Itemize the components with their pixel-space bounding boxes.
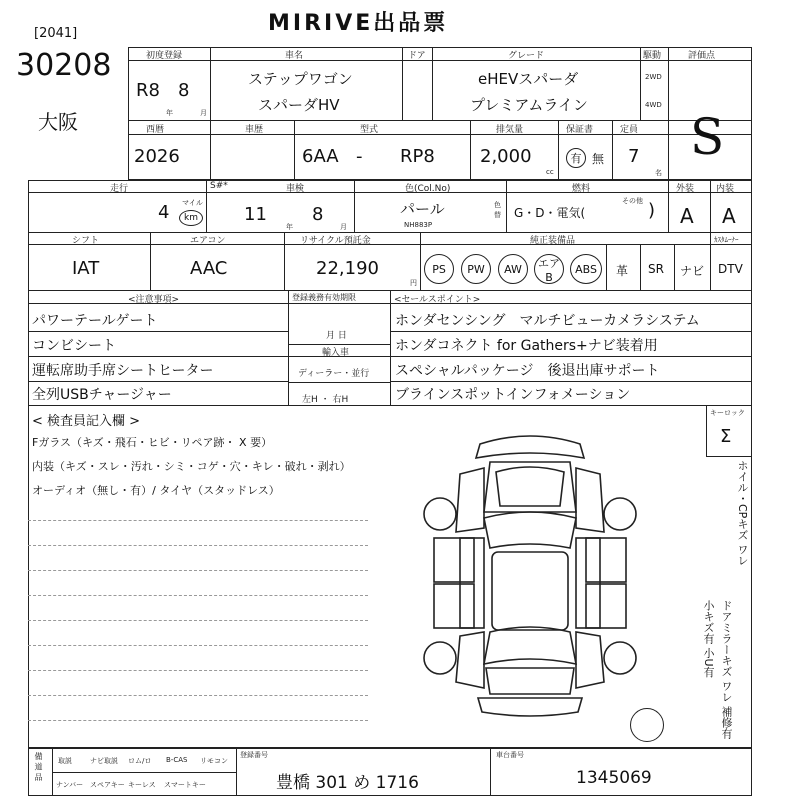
- inspector-note: オーディオ（無し・有）/ タイヤ（スタッドレス）: [32, 484, 280, 497]
- spare-tire-icon: [630, 708, 664, 742]
- main-form-frame: [128, 47, 752, 180]
- car-name-line1: ステップワゴン: [248, 70, 353, 88]
- accessories-side-label: 備 道 品: [34, 752, 43, 782]
- reg-month: 8: [178, 80, 190, 101]
- inspector-note: Fガラス（キズ・飛石・ヒビ・リペア跡・ X 要）: [32, 436, 273, 449]
- lot-number: 30208: [16, 48, 112, 83]
- equip-pw: PW: [461, 254, 491, 284]
- car-name-line2: スパーダHV: [258, 96, 340, 114]
- caution-item: 運転席助手席シートヒーター: [32, 363, 214, 379]
- label-score: 評価点: [688, 51, 716, 61]
- sales-point: スペシャルパッケージ 後退出庫サポート: [395, 363, 660, 379]
- grade-line1: eHEVスパーダ: [478, 70, 579, 88]
- equip-aw: AW: [498, 254, 528, 284]
- equip-sunroof: SR: [648, 262, 664, 276]
- label-door: ドア: [408, 51, 426, 61]
- inspector-heading: < 検査員記入欄 >: [32, 414, 141, 429]
- displacement-value: 2,000: [480, 146, 532, 167]
- color-value: パール: [400, 200, 445, 218]
- side-note: 小キズ有 小U有: [702, 600, 715, 678]
- year-value: 2026: [134, 146, 180, 167]
- inspection-month: 8: [312, 204, 324, 225]
- equip-ps: PS: [424, 254, 454, 284]
- warranty-no: 無: [592, 152, 605, 166]
- chassis-number: 1345069: [576, 768, 652, 788]
- side-note: ホイル・CPキズ ワレ: [736, 460, 749, 566]
- plate-number: 豊橋 301 め 1716: [276, 773, 419, 793]
- exterior-grade: A: [680, 204, 694, 228]
- caution-item: 全列USBチャージャー: [32, 387, 172, 403]
- car-diagram: [400, 432, 660, 722]
- km-unit: km: [179, 210, 203, 226]
- recycle-value: 22,190: [316, 258, 379, 279]
- fuel-value: G・D・電気(: [514, 206, 586, 220]
- inspection-year: 11: [244, 204, 267, 225]
- venue: 大阪: [38, 110, 78, 134]
- equip-airbag: エアB: [534, 254, 564, 284]
- capacity-value: 7: [628, 146, 640, 167]
- grade-line2: プレミアムライン: [470, 96, 588, 114]
- caution-item: パワーテールゲート: [32, 313, 158, 329]
- sales-point: ブラインスポットインフォメーション: [395, 387, 631, 403]
- shift-value: IAT: [72, 258, 100, 279]
- label-drive: 駆動: [643, 51, 662, 61]
- equip-dtv: DTV: [718, 262, 743, 276]
- equip-leather: 革: [616, 264, 629, 278]
- label-grade: グレード: [508, 51, 545, 61]
- inspector-note: 内装（キズ・スレ・汚れ・シミ・コゲ・穴・キレ・破れ・剥れ）: [32, 460, 351, 473]
- sales-point: ホンダセンシング マルチビューカメラシステム: [395, 313, 700, 329]
- equip-abs: ABS: [570, 254, 602, 284]
- key-lock-mark: Σ: [720, 426, 732, 447]
- color-code: NH883P: [404, 221, 433, 229]
- form-code: [2041]: [34, 26, 78, 41]
- model-prefix: 6AA: [302, 146, 339, 167]
- equip-navi: ナビ: [680, 264, 705, 278]
- sales-point: ホンダコネクト for Gathers+ナビ装着用: [395, 338, 658, 354]
- mileage-value: 4: [158, 202, 170, 223]
- caution-item: コンビシート: [32, 338, 116, 354]
- form-title: MIRIVE出品票: [268, 11, 449, 36]
- label-name: 車名: [285, 51, 304, 61]
- interior-grade: A: [722, 204, 736, 228]
- reg-era: R8: [136, 80, 160, 101]
- model-code: RP8: [400, 146, 435, 167]
- warranty-yes: 有: [566, 148, 586, 168]
- score-value: S: [690, 108, 725, 166]
- label-first-reg: 初度登録: [146, 51, 183, 61]
- aircon-value: AAC: [190, 258, 228, 279]
- side-note: ドアミラーキズ ワレ 補修有: [720, 600, 733, 739]
